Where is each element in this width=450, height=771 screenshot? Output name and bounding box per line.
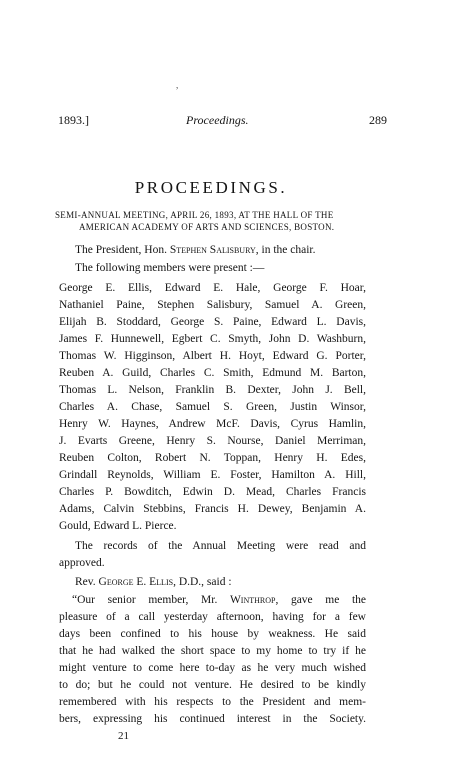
speaker-name: George E. Ellis (98, 576, 174, 588)
members-line: Grindall Reynolds, William E. Foster, Hamilton A. Hill, (59, 469, 366, 481)
speech-line-first (72, 594, 366, 606)
stray-mark: , (176, 80, 179, 90)
speech-line: to do; but he could not venture. He desired to be kindly (59, 679, 366, 691)
chair-line (75, 244, 315, 256)
speaker-suffix: , D.D., said : (173, 576, 232, 588)
signature-mark: 21 (118, 730, 129, 742)
speech-first-name: Winthrop (229, 594, 276, 606)
members-line: Reuben A. Guild, Charles C. Smith, Edmund M. Barton, (59, 367, 366, 379)
members-line: Elijah B. Stoddard, George S. Paine, Edward L. Davis, (59, 316, 366, 328)
members-line: James F. Hunnewell, Egbert C. Smyth, John D. Washburn, (59, 333, 366, 345)
speech-first-suffix: , gave me the (275, 594, 366, 606)
speech-line: that he had walked the short space to my home to try if he (59, 645, 366, 657)
page-title: PROCEEDINGS. (134, 178, 288, 197)
speech-line: days been confined to his house by weakness. He said (59, 628, 366, 640)
members-line-last: Gould, Edward L. Pierce. (59, 520, 177, 532)
members-line: George E. Ellis, Edward E. Hale, George F. Hoar, (59, 282, 366, 294)
members-line: Nathaniel Paine, Stephen Salisbury, Samuel A. Green, (59, 299, 366, 311)
chair-name: Stephen Salisbury (169, 244, 256, 256)
members-line: Charles A. Chase, Samuel S. Green, Justin Winsor, (59, 401, 366, 413)
speech-line: might venture to come here to-day as he very much wished (59, 662, 366, 674)
records-line-1: The records of the Annual Meeting were read and (75, 540, 366, 552)
chair-prefix: The President, Hon. (75, 244, 170, 256)
meeting-heading-line-1: SEMI-ANNUAL MEETING, APRIL 26, 1893, AT THE HALL OF THE (55, 210, 334, 220)
speech-first-prefix: “Our senior member, Mr. (72, 594, 230, 606)
chair-suffix: , in the chair. (255, 244, 316, 256)
members-line: Adams, Calvin Stebbins, Francis H. Dewey, Benjamin A. (59, 503, 366, 515)
speech-line: pleasure of a call yesterday afternoon, having for a few (59, 611, 366, 623)
speech-line-last: bers, expressing his continued interest in the Society. (59, 713, 366, 725)
members-line: Charles P. Bowditch, Edwin D. Mead, Charles Francis (59, 486, 366, 498)
members-line: J. Evarts Greene, Henry S. Nourse, Daniel Merriman, (59, 435, 366, 447)
running-head-title: Proceedings. (186, 113, 249, 127)
speaker-prefix: Rev. (75, 576, 99, 588)
records-line-2: approved. (59, 557, 105, 569)
speech-line: remembered with his respects to the President and mem- (59, 696, 366, 708)
members-line: Reuben Colton, Robert N. Toppan, Henry H. Edes, (59, 452, 366, 464)
meeting-heading-line-2: AMERICAN ACADEMY OF ARTS AND SCIENCES, BOSTON. (79, 222, 335, 232)
members-intro: The following members were present :— (75, 262, 265, 274)
page-number: 289 (369, 113, 387, 127)
running-head-year: 1893.] (58, 113, 89, 127)
members-line: Thomas L. Nelson, Franklin B. Dexter, John J. Bell, (59, 384, 366, 396)
members-line: Thomas W. Higginson, Albert H. Hoyt, Edward G. Porter, (59, 350, 366, 362)
members-line: Henry W. Haynes, Andrew McF. Davis, Cyrus Hamlin, (59, 418, 366, 430)
speaker-line (75, 576, 232, 588)
